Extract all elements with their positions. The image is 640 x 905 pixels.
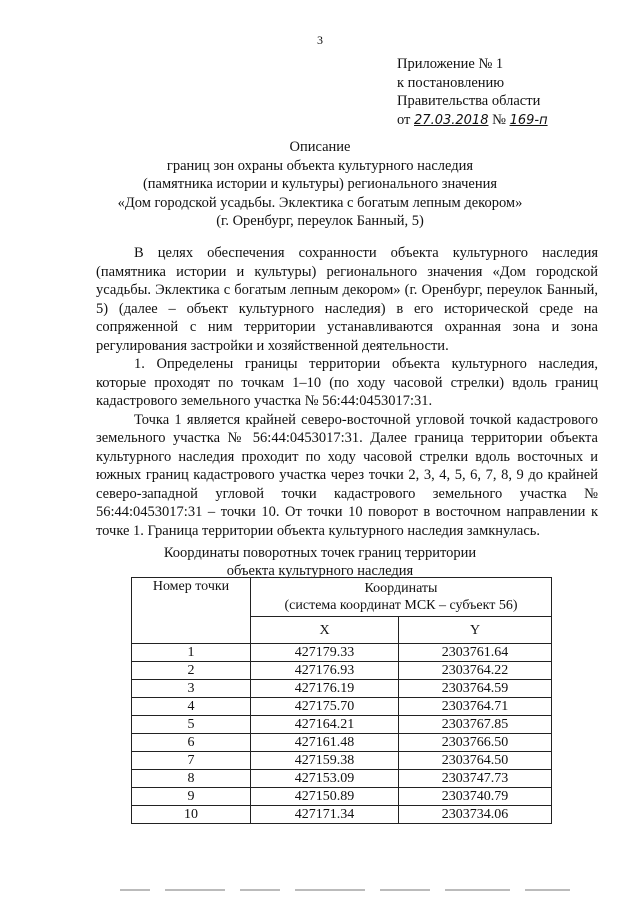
- cell-point-number: 4: [132, 698, 251, 716]
- cell-y: 2303740.79: [399, 788, 552, 806]
- cell-x: 427161.48: [251, 734, 399, 752]
- header-coordinates: [251, 578, 552, 617]
- cell-point-number: 3: [132, 680, 251, 698]
- cell-x: 427171.34: [251, 806, 399, 824]
- handwritten-number: 169-п: [509, 112, 548, 128]
- title-line-3: (памятника истории и культуры) регионального значения: [142, 176, 498, 192]
- page-number: 3: [317, 33, 323, 47]
- table-row: [132, 716, 552, 734]
- faint-bleed-through-text: [120, 886, 600, 894]
- cell-x: 427179.33: [251, 644, 399, 662]
- header-y: Y: [399, 617, 552, 644]
- table-caption: [0, 544, 640, 580]
- number-prefix: №: [492, 111, 506, 128]
- table-row: [132, 662, 552, 680]
- appendix-block: [397, 55, 548, 130]
- cell-x: 427176.19: [251, 680, 399, 698]
- cell-point-number: 10: [132, 806, 251, 824]
- appendix-date-line: [397, 111, 548, 131]
- cell-y: 2303766.50: [399, 734, 552, 752]
- paragraph-point-description: Точка 1 является крайней северо-восточной угловой точкой кадастрового земельного участка № 56:44:0453017:31. Далее граница территории объекта культурного наследия проходит по ходу часовой стрелки вдоль восточных и южных границ кадастрового участка через точки 2, 3, 4, 5, 6, 7, 8, 9 до крайней северо-западной угловой точки кадастрового земельного участка № 56:44:0453017:31 – точки 10. От точки 10 поворот в восточном направлении к точке 1. Граница территории объекта культурного наследия замкнулась.: [96, 411, 598, 539]
- cell-point-number: 1: [132, 644, 251, 662]
- appendix-line-3: Правительства области: [397, 93, 541, 109]
- table-row: [132, 698, 552, 716]
- coordinates-table: [131, 577, 552, 824]
- cell-y: 2303747.73: [399, 770, 552, 788]
- header-coordinates-line-2: (система координат МСК – субъект 56): [284, 598, 518, 613]
- cell-y: 2303761.64: [399, 644, 552, 662]
- cell-y: 2303734.06: [399, 806, 552, 824]
- cell-y: 2303767.85: [399, 716, 552, 734]
- appendix-line-1: Приложение № 1: [397, 56, 504, 72]
- coordinates-table-body: [132, 644, 552, 824]
- cell-point-number: 6: [132, 734, 251, 752]
- title-line-2: границ зон охраны объекта культурного наследия: [166, 157, 474, 174]
- cell-x: 427164.21: [251, 716, 399, 734]
- table-row: [132, 752, 552, 770]
- header-x: X: [251, 617, 399, 644]
- table-caption-line-1: Координаты поворотных точек границ территории: [163, 545, 477, 561]
- cell-x: 427176.93: [251, 662, 399, 680]
- body-text: [96, 244, 598, 540]
- cell-x: 427175.70: [251, 698, 399, 716]
- cell-y: 2303764.50: [399, 752, 552, 770]
- cell-y: 2303764.22: [399, 662, 552, 680]
- cell-point-number: 9: [132, 788, 251, 806]
- title-line-5: (г. Оренбург, переулок Банный, 5): [216, 213, 424, 229]
- handwritten-date: 27.03.2018: [414, 112, 489, 128]
- cell-point-number: 8: [132, 770, 251, 788]
- date-prefix: от: [397, 111, 411, 128]
- title-line-1: Описание: [289, 139, 351, 155]
- cell-point-number: 2: [132, 662, 251, 680]
- cell-point-number: 5: [132, 716, 251, 734]
- cell-x: 427153.09: [251, 770, 399, 788]
- table-row: [132, 680, 552, 698]
- appendix-line-2: к постановлению: [397, 74, 505, 91]
- cell-y: 2303764.71: [399, 698, 552, 716]
- table-row: [132, 806, 552, 824]
- cell-point-number: 7: [132, 752, 251, 770]
- cell-x: 427150.89: [251, 788, 399, 806]
- table-row: [132, 770, 552, 788]
- table-row: [132, 734, 552, 752]
- document-title: [0, 138, 640, 231]
- table-caption-line-2: объекта культурного наследия: [226, 563, 414, 579]
- title-line-4: «Дом городской усадьбы. Эклектика с богатым лепным декором»: [117, 194, 523, 211]
- cell-y: 2303764.59: [399, 680, 552, 698]
- header-coordinates-line-1: Координаты: [364, 581, 438, 596]
- header-point-number: Номер точки: [132, 578, 251, 644]
- table-row: [132, 788, 552, 806]
- paragraph-boundaries: 1. Определены границы территории объекта культурного наследия, которые проходят по точкам 1–10 (по ходу часовой стрелки) вдоль границ кадастрового земельного участка № 56:44:0453017:31.: [96, 356, 598, 409]
- paragraph-intro: В целях обеспечения сохранности объекта культурного наследия (памятника истории и культуры) регионального значения «Дом городской усадьбы. Эклектика с богатым лепным декором» (г. Оренбург, переулок Банный, 5) (далее – объект культурного наследия) в его исторической среде на сопряженной с ним территории устанавливаются охранная зона и зона регулирования застройки и хозяйственной деятельности.: [96, 245, 598, 354]
- table-row: [132, 644, 552, 662]
- cell-x: 427159.38: [251, 752, 399, 770]
